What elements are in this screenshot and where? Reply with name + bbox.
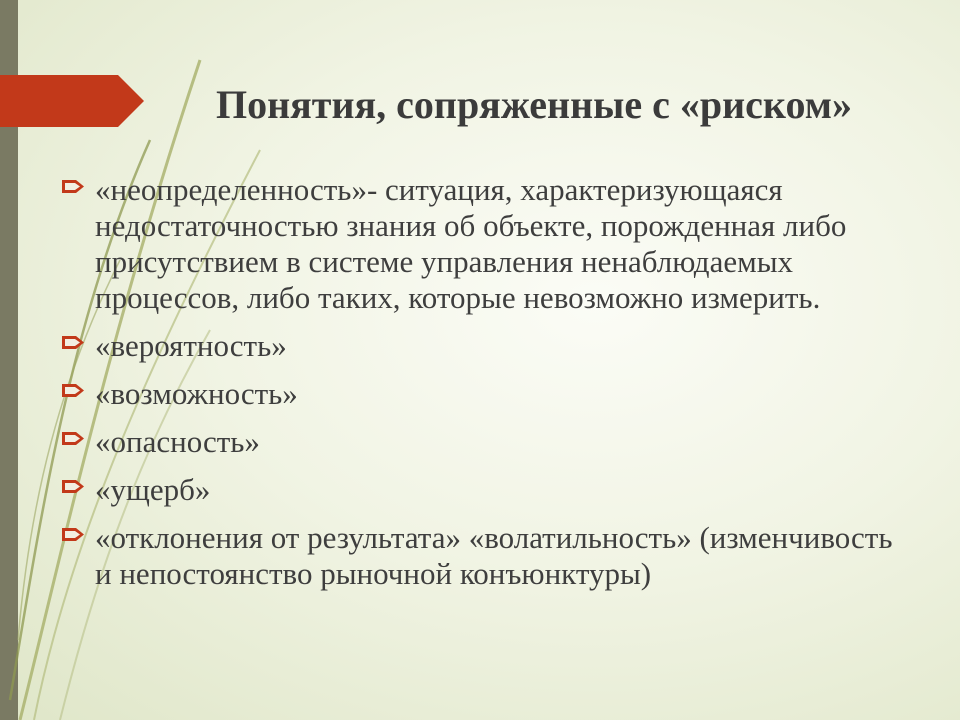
arrow-banner-icon <box>0 75 144 127</box>
list-item-text: «неопределенность»- ситуация, характеризующаяся недостаточностью знания об объекте, порожденная либо присутствием в системе управления ненаблюдаемых процессов, либо таких, которые невозможно измерить. <box>95 172 847 315</box>
pennant-arrow-icon <box>62 334 86 351</box>
list-item <box>62 328 902 364</box>
list-item-text: «ущерб» <box>95 472 211 507</box>
pennant-arrow-icon <box>62 382 86 399</box>
list-item <box>62 172 902 316</box>
bullet-list <box>62 172 902 604</box>
list-item-text: «отклонения от результата» «волатильность» (изменчивость и непостоянство рыночной конъюнктуры) <box>95 520 893 591</box>
slide-title: Понятия, сопряженные с «риском» <box>216 82 852 127</box>
list-item-text: «возможность» <box>95 376 298 411</box>
list-item <box>62 520 902 592</box>
pennant-arrow-icon <box>62 430 86 447</box>
pennant-arrow-icon <box>62 478 86 495</box>
list-item-text: «вероятность» <box>95 328 287 363</box>
pennant-arrow-icon <box>62 178 86 195</box>
list-item <box>62 424 902 460</box>
list-item-text: «опасность» <box>95 424 260 459</box>
list-item <box>62 472 902 508</box>
pennant-arrow-icon <box>62 526 86 543</box>
list-item <box>62 376 902 412</box>
